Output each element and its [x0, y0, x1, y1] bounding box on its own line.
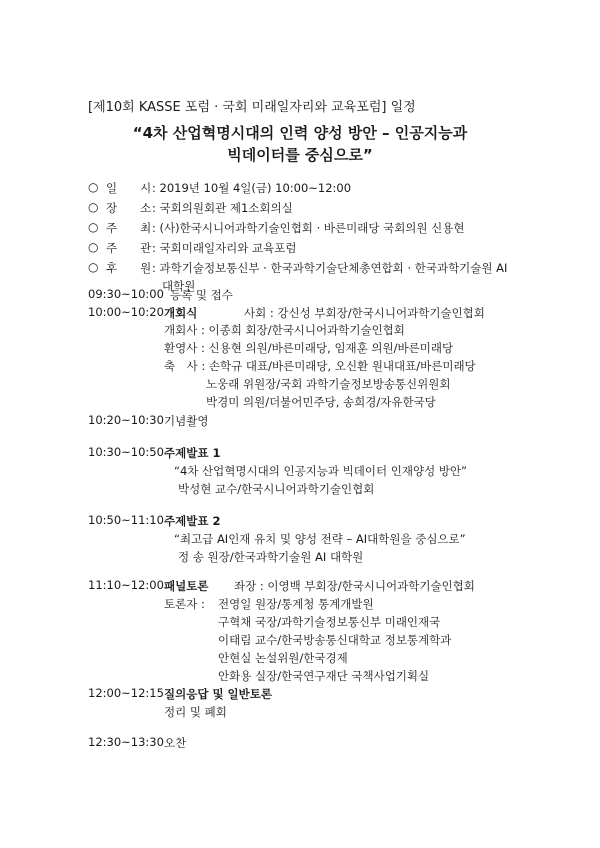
- opening-line: 축 사 : 손학규 대표/바른미래당, 오신환 원내대표/바른미래당: [164, 359, 476, 373]
- info-sponsor-continued: 대학원: [162, 279, 196, 293]
- info-row-date: [0, 180, 600, 196]
- time-photo: 10:20~10:30: [88, 413, 164, 427]
- bullet-icon: ○: [88, 260, 99, 274]
- bullet-icon: ○: [88, 240, 99, 254]
- panelist: 전영일 원장/통계청 통계개발원: [218, 597, 374, 611]
- panelist: 안화용 실장/한국연구재단 국책사업기획실: [218, 669, 430, 683]
- closing-text: 정리 및 폐회: [164, 705, 227, 719]
- talk-2-topic: “최고급 AI인재 유치 및 양성 전략 – AI대학원을 중심으로”: [174, 532, 466, 546]
- time-talk-1: 10:30~10:50: [88, 445, 164, 459]
- opening-line: 환영사 : 신용현 의원/바른미래당, 임재훈 의원/바른미래당: [164, 341, 454, 355]
- info-label: 장 소: [106, 201, 152, 215]
- qa-title: 질의응답 및 일반토론: [164, 687, 272, 701]
- talk-2-speaker: 정 송 원장/한국과학기술원 AI 대학원: [178, 550, 364, 564]
- title-line-2: 빅데이터를 중심으로”: [227, 146, 373, 164]
- info-value: : 국회미래일자리와 교육포럼: [152, 241, 297, 255]
- time-registration: 09:30~10:00: [88, 287, 164, 301]
- registration-text: 등록 및 접수: [170, 288, 233, 302]
- info-value: : 국회의원회관 제1소회의실: [152, 201, 293, 215]
- info-row-organizer: [0, 240, 600, 256]
- talk-1-speaker: 박성현 교수/한국시니어과학기술인협회: [178, 482, 375, 496]
- time-qa: 12:00~12:15: [88, 686, 164, 700]
- talk-1-title: 주제발표 1: [164, 446, 221, 460]
- talk-2-title: 주제발표 2: [164, 514, 221, 528]
- panel-lead: 토론자 :: [164, 597, 205, 611]
- bullet-icon: ○: [88, 200, 99, 214]
- panelist: 안현실 논설위원/한국경제: [218, 651, 348, 665]
- panelist: 구혁채 국장/과학기술정보통신부 미래인재국: [218, 615, 441, 629]
- info-label: 주 최: [106, 221, 152, 235]
- time-opening: 10:00~10:20: [88, 305, 164, 319]
- opening-mc: 사회 : 강신성 부회장/한국시니어과학기술인협회: [244, 306, 485, 320]
- info-label: 일 시: [106, 181, 152, 195]
- info-value: : 2019년 10월 4일(금) 10:00~12:00: [152, 181, 352, 195]
- opening-line: 박경미 의원/더불어민주당, 송희경/자유한국당: [206, 395, 436, 409]
- lunch-text: 오찬: [164, 736, 187, 750]
- info-label: 후 원: [106, 261, 152, 275]
- opening-line: 노웅래 위원장/국회 과학기술정보방송통신위원회: [206, 377, 451, 391]
- time-talk-2: 10:50~11:10: [88, 513, 164, 527]
- panelist: 이태림 교수/한국방송통신대학교 정보통계학과: [218, 633, 452, 647]
- opening-title: 개회식: [164, 306, 198, 320]
- title-line-1: “4차 산업혁명시대의 인력 양성 방안 – 인공지능과: [132, 124, 468, 142]
- photo-text: 기념촬영: [164, 414, 209, 428]
- info-label: 주 관: [106, 241, 152, 255]
- talk-1-topic: “4차 산업혁명시대의 인공지능과 빅데이터 인재양성 방안”: [174, 464, 468, 478]
- info-row-host: [0, 220, 600, 236]
- time-lunch: 12:30~13:30: [88, 735, 164, 749]
- info-value: : 과학기술정보통신부 · 한국과학기술단체총연합회 · 한국과학기술원 AI: [152, 261, 508, 275]
- panel-chair: 좌장 : 이영백 부회장/한국시니어과학기술인협회: [234, 579, 475, 593]
- bullet-icon: ○: [88, 220, 99, 234]
- info-row-venue: [0, 200, 600, 216]
- bullet-icon: ○: [88, 180, 99, 194]
- panel-title: 패널토론: [164, 579, 209, 593]
- opening-line: 개회사 : 이종희 회장/한국시니어과학기술인협회: [164, 323, 405, 337]
- time-panel: 11:10~12:00: [88, 578, 164, 592]
- info-row-sponsor: [0, 260, 600, 276]
- info-value: : (사)한국시니어과학기술인협회 · 바른미래당 국회의원 신용현: [152, 221, 465, 235]
- event-header: [제10회 KASSE 포럼 · 국회 미래일자리와 교육포럼] 일정: [88, 100, 416, 115]
